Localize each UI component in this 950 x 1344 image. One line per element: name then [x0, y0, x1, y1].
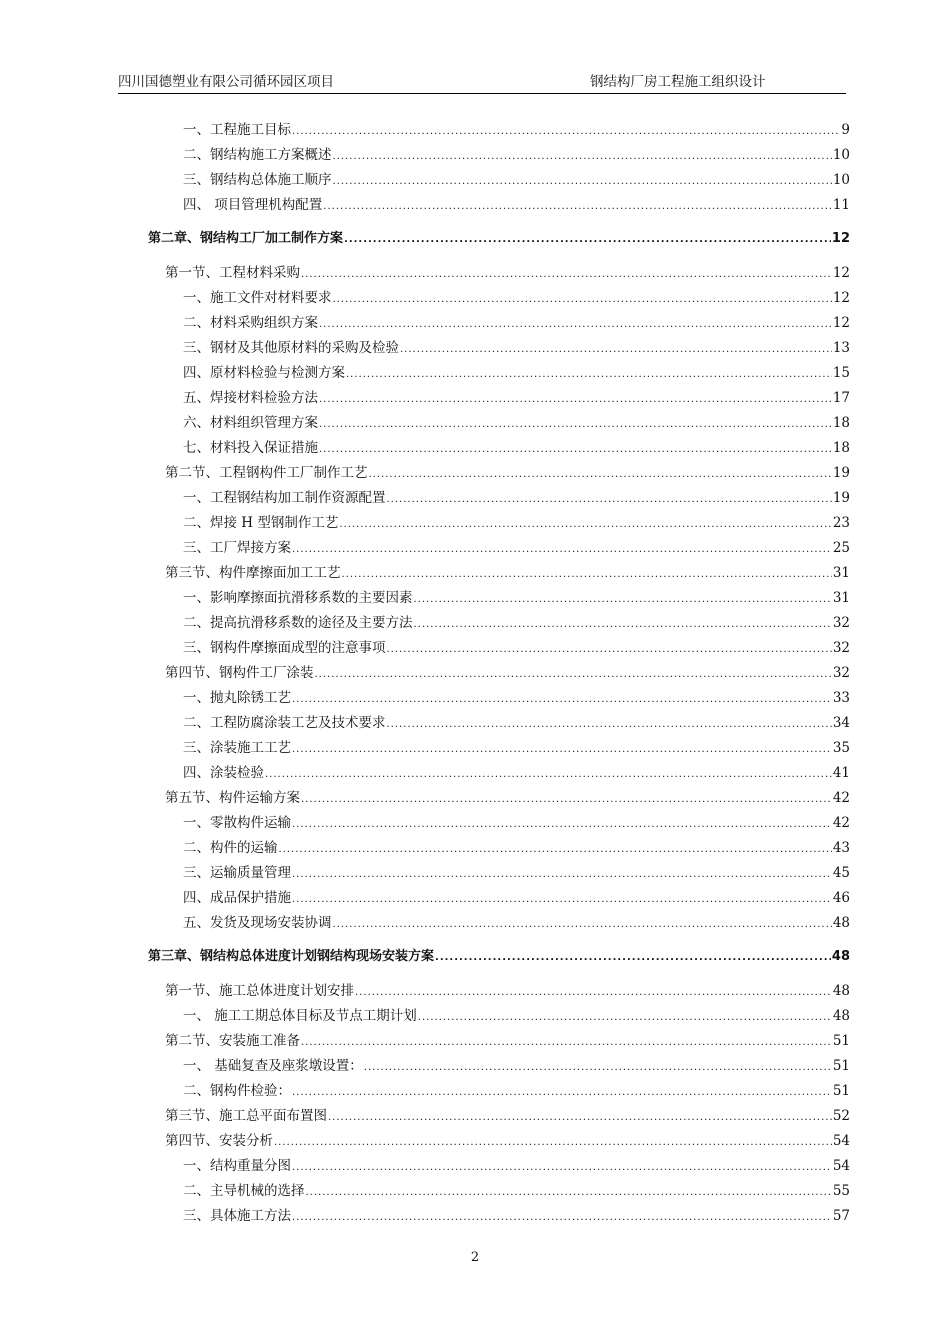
toc-leader-dots [301, 794, 832, 805]
toc-entry-page: 54 [832, 1158, 850, 1174]
toc-entry-page: 48 [832, 983, 850, 999]
toc-entry-title: 第三节、施工总平面布置图 [165, 1108, 327, 1124]
toc-leader-dots [342, 569, 832, 580]
toc-entry-title: 二、钢构件检验： [183, 1083, 291, 1099]
toc-leader-dots [292, 1162, 832, 1173]
toc-entry-page: 34 [832, 715, 850, 731]
toc-leader-dots [344, 234, 831, 245]
toc-entry-page: 45 [832, 865, 850, 881]
toc-leader-dots [369, 469, 832, 480]
toc-entry-page: 35 [832, 740, 850, 756]
toc-entry-title: 一、结构重量分图 [183, 1158, 291, 1174]
toc-subsection-entry[interactable] [183, 1079, 850, 1101]
toc-entry-title: 第四节、钢构件工厂涂装 [165, 665, 314, 681]
toc-subsection-entry[interactable] [183, 711, 850, 733]
toc-subsection-entry[interactable] [183, 118, 850, 140]
toc-entry-title: 三、具体施工方法 [183, 1208, 291, 1224]
toc-leader-dots [435, 952, 831, 963]
toc-entry-page: 48 [831, 949, 850, 964]
toc-entry-title: 四、原材料检验与检测方案 [183, 365, 345, 381]
toc-subsection-entry[interactable] [183, 436, 850, 458]
toc-entry-title: 二、钢结构施工方案概述 [183, 147, 332, 163]
toc-entry-page: 31 [832, 590, 850, 606]
toc-entry-title: 三、钢构件摩擦面成型的注意事项 [183, 640, 386, 656]
toc-leader-dots [333, 919, 832, 930]
toc-section-entry[interactable] [165, 561, 850, 583]
toc-leader-dots [301, 269, 832, 280]
toc-leader-dots [319, 419, 832, 430]
toc-entry-page: 52 [832, 1108, 850, 1124]
toc-subsection-entry[interactable] [183, 761, 850, 783]
toc-leader-dots [333, 294, 832, 305]
toc-entry-title: 第一节、施工总体进度计划安排 [165, 983, 354, 999]
toc-entry-page: 51 [832, 1058, 850, 1074]
toc-entry-page: 9 [841, 122, 850, 138]
toc-entry-page: 31 [832, 565, 850, 581]
toc-entry-title: 二、工程防腐涂装工艺及技术要求 [183, 715, 386, 731]
toc-subsection-entry[interactable] [183, 143, 850, 165]
toc-leader-dots [364, 1062, 832, 1073]
toc-section-entry[interactable] [165, 979, 850, 1001]
toc-leader-dots [414, 619, 832, 630]
toc-entry-title: 三、工厂焊接方案 [183, 540, 291, 556]
toc-entry-title: 三、运输质量管理 [183, 865, 291, 881]
toc-entry-page: 32 [832, 615, 850, 631]
toc-subsection-entry[interactable] [183, 636, 850, 658]
toc-entry-title: 第三节、构件摩擦面加工工艺 [165, 565, 341, 581]
toc-entry-title: 二、焊接 H 型钢制作工艺 [183, 515, 339, 531]
toc-leader-dots [323, 201, 832, 212]
toc-entry-page: 18 [832, 440, 850, 456]
toc-entry-page: 12 [832, 315, 850, 331]
toc-leader-dots [292, 544, 832, 555]
toc-chapter-entry[interactable] [148, 945, 850, 967]
toc-entry-title: 二、提高抗滑移系数的途径及主要方法 [183, 615, 413, 631]
toc-entry-page: 33 [832, 690, 850, 706]
toc-entry-title: 一、工程钢结构加工制作资源配置 [183, 490, 386, 506]
toc-entry-page: 46 [832, 890, 850, 906]
toc-subsection-entry[interactable] [183, 1154, 850, 1176]
toc-leader-dots [292, 744, 832, 755]
header-document-title: 钢结构厂房工程施工组织设计 [590, 74, 766, 90]
toc-subsection-entry[interactable] [183, 1179, 850, 1201]
toc-entry-title: 七、材料投入保证措施 [183, 440, 318, 456]
toc-leader-dots [418, 1012, 832, 1023]
toc-entry-title: 四、涂装检验 [183, 765, 264, 781]
toc-leader-dots [400, 344, 832, 355]
toc-subsection-entry[interactable] [183, 336, 850, 358]
toc-leader-dots [414, 594, 832, 605]
toc-leader-dots [292, 894, 832, 905]
toc-entry-page: 43 [832, 840, 850, 856]
toc-entry-page: 12 [831, 231, 850, 246]
toc-entry-page: 32 [832, 665, 850, 681]
toc-entry-page: 48 [832, 1008, 850, 1024]
toc-subsection-entry[interactable] [183, 411, 850, 433]
toc-subsection-entry[interactable] [183, 811, 850, 833]
toc-section-entry[interactable] [165, 1129, 850, 1151]
toc-entry-title: 第二节、工程钢构件工厂制作工艺 [165, 465, 368, 481]
toc-leader-dots [292, 694, 832, 705]
toc-leader-dots [306, 1187, 832, 1198]
toc-entry-page: 32 [832, 640, 850, 656]
toc-subsection-entry[interactable] [183, 361, 850, 383]
toc-leader-dots [279, 844, 832, 855]
toc-entry-page: 19 [832, 490, 850, 506]
toc-subsection-entry[interactable] [183, 511, 850, 533]
toc-leader-dots [319, 394, 832, 405]
toc-section-entry[interactable] [165, 786, 850, 808]
toc-subsection-entry[interactable] [183, 193, 850, 215]
toc-entry-title: 一、 施工工期总体目标及节点工期计划 [183, 1008, 417, 1024]
toc-subsection-entry[interactable] [183, 686, 850, 708]
toc-leader-dots [333, 176, 832, 187]
toc-leader-dots [292, 1087, 832, 1098]
toc-section-entry[interactable] [165, 261, 850, 283]
toc-entry-page: 51 [832, 1033, 850, 1049]
toc-entry-page: 15 [832, 365, 850, 381]
toc-entry-title: 二、材料采购组织方案 [183, 315, 318, 331]
toc-leader-dots [333, 151, 832, 162]
toc-entry-title: 一、工程施工目标 [183, 122, 291, 138]
toc-entry-page: 11 [832, 197, 850, 213]
toc-entry-title: 四、成品保护措施 [183, 890, 291, 906]
toc-entry-title: 三、涂装施工工艺 [183, 740, 291, 756]
toc-leader-dots [387, 494, 832, 505]
toc-leader-dots [319, 319, 832, 330]
toc-entry-title: 六、材料组织管理方案 [183, 415, 318, 431]
toc-entry-title: 一、抛丸除锈工艺 [183, 690, 291, 706]
toc-subsection-entry[interactable] [183, 736, 850, 758]
toc-leader-dots [265, 769, 832, 780]
toc-entry-page: 13 [832, 340, 850, 356]
toc-leader-dots [346, 369, 832, 380]
toc-entry-page: 51 [832, 1083, 850, 1099]
toc-subsection-entry[interactable] [183, 1054, 850, 1076]
toc-entry-title: 第二章、钢结构工厂加工制作方案 [148, 231, 344, 246]
toc-entry-title: 第一节、工程材料采购 [165, 265, 300, 281]
toc-entry-page: 57 [832, 1208, 850, 1224]
toc-subsection-entry[interactable] [183, 386, 850, 408]
toc-entry-title: 第四节、安装分析 [165, 1133, 273, 1149]
toc-entry-page: 41 [832, 765, 850, 781]
toc-entry-page: 23 [832, 515, 850, 531]
toc-entry-page: 10 [832, 147, 850, 163]
toc-entry-title: 四、 项目管理机构配置 [183, 197, 323, 213]
toc-entry-title: 一、零散构件运输 [183, 815, 291, 831]
toc-leader-dots [315, 669, 832, 680]
toc-subsection-entry[interactable] [183, 1004, 850, 1026]
toc-subsection-entry[interactable] [183, 911, 850, 933]
toc-leader-dots [355, 987, 832, 998]
toc-chapter-entry[interactable] [148, 227, 850, 249]
toc-entry-page: 48 [832, 915, 850, 931]
toc-leader-dots [387, 719, 832, 730]
toc-entry-page: 10 [832, 172, 850, 188]
header-divider [118, 93, 846, 94]
toc-entry-title: 一、施工文件对材料要求 [183, 290, 332, 306]
toc-subsection-entry[interactable] [183, 536, 850, 558]
toc-entry-title: 第二节、安装施工准备 [165, 1033, 300, 1049]
toc-subsection-entry[interactable] [183, 611, 850, 633]
toc-leader-dots [292, 869, 832, 880]
toc-entry-page: 54 [832, 1133, 850, 1149]
toc-entry-title: 二、主导机械的选择 [183, 1183, 305, 1199]
toc-entry-title: 第五节、构件运输方案 [165, 790, 300, 806]
toc-leader-dots [292, 1212, 832, 1223]
toc-entry-page: 19 [832, 465, 850, 481]
toc-subsection-entry[interactable] [183, 886, 850, 908]
toc-subsection-entry[interactable] [183, 286, 850, 308]
toc-subsection-entry[interactable] [183, 836, 850, 858]
toc-section-entry[interactable] [165, 1029, 850, 1051]
toc-leader-dots [339, 519, 831, 530]
toc-leader-dots [292, 126, 840, 137]
toc-subsection-entry[interactable] [183, 486, 850, 508]
toc-leader-dots [274, 1137, 832, 1148]
toc-entry-page: 17 [832, 390, 850, 406]
toc-entry-title: 二、构件的运输 [183, 840, 278, 856]
toc-leader-dots [301, 1037, 832, 1048]
toc-entry-page: 18 [832, 415, 850, 431]
header-project-name: 四川国德塑业有限公司循环园区项目 [118, 74, 334, 90]
toc-entry-title: 五、发货及现场安装协调 [183, 915, 332, 931]
toc-leader-dots [387, 644, 832, 655]
toc-subsection-entry[interactable] [183, 861, 850, 883]
toc-leader-dots [319, 444, 832, 455]
toc-section-entry[interactable] [165, 1104, 850, 1126]
toc-leader-dots [328, 1112, 832, 1123]
toc-entry-title: 三、钢材及其他原材料的采购及检验 [183, 340, 399, 356]
page-number: 2 [470, 1250, 480, 1265]
toc-entry-page: 12 [832, 290, 850, 306]
toc-entry-title: 三、钢结构总体施工顺序 [183, 172, 332, 188]
toc-entry-page: 55 [832, 1183, 850, 1199]
toc-subsection-entry[interactable] [183, 168, 850, 190]
toc-entry-page: 12 [832, 265, 850, 281]
toc-entry-page: 25 [832, 540, 850, 556]
toc-entry-title: 五、焊接材料检验方法 [183, 390, 318, 406]
toc-entry-title: 一、影响摩擦面抗滑移系数的主要因素 [183, 590, 413, 606]
toc-subsection-entry[interactable] [183, 586, 850, 608]
toc-section-entry[interactable] [165, 661, 850, 683]
toc-subsection-entry[interactable] [183, 311, 850, 333]
toc-subsection-entry[interactable] [183, 1204, 850, 1226]
toc-entry-title: 第三章、钢结构总体进度计划钢结构现场安装方案 [148, 949, 435, 964]
toc-leader-dots [292, 819, 832, 830]
toc-entry-title: 一、 基础复查及座浆墩设置： [183, 1058, 363, 1074]
toc-entry-page: 42 [832, 815, 850, 831]
toc-section-entry[interactable] [165, 461, 850, 483]
toc-entry-page: 42 [832, 790, 850, 806]
